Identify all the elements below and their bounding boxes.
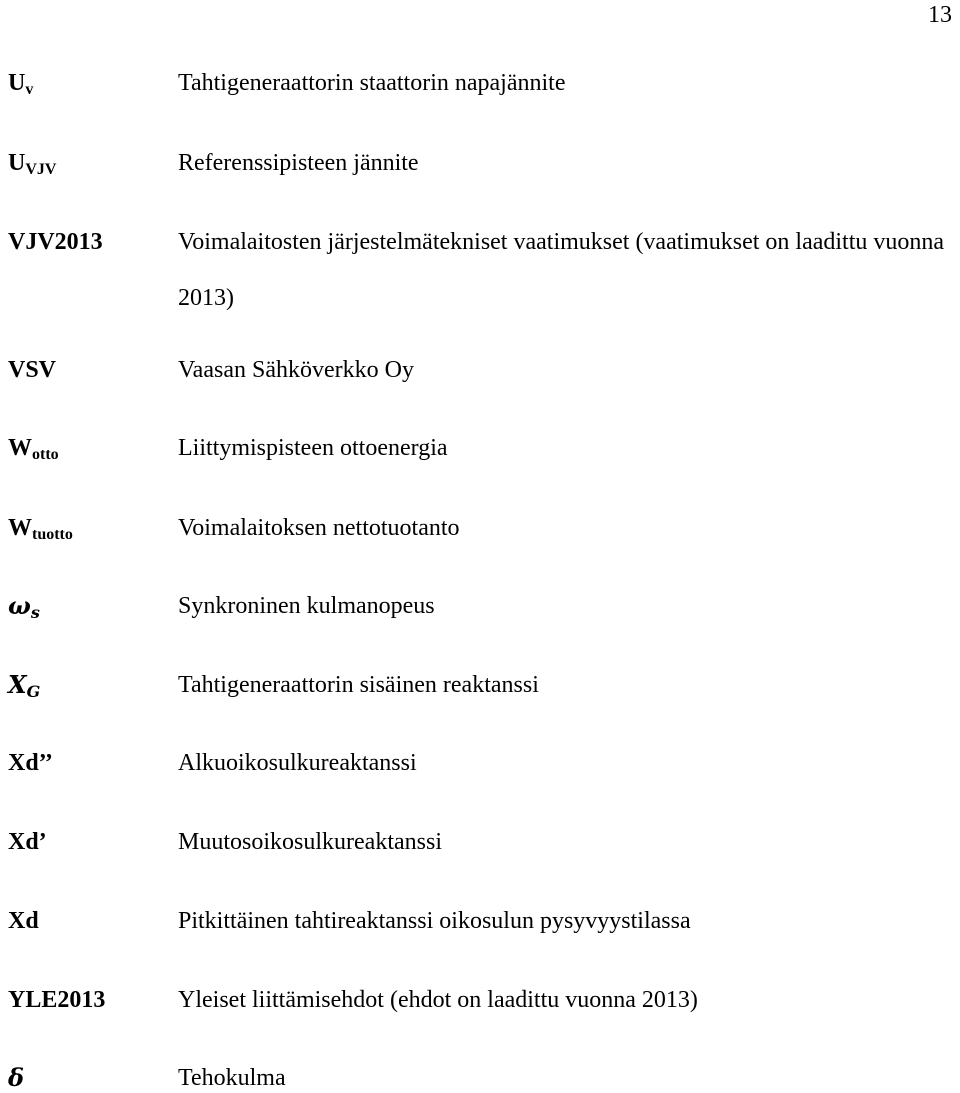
term (8, 670, 40, 700)
term-main: YLE2013 (8, 987, 106, 1013)
definition: Synkroninen kulmanopeus (178, 593, 435, 619)
term (8, 513, 73, 543)
term-main: W (8, 435, 32, 461)
term-main: VJV2013 (8, 229, 103, 255)
term-main: δ (8, 1063, 25, 1092)
term (8, 906, 39, 936)
definition: Vaasan Sähköverkko Oy (178, 357, 414, 383)
term (8, 985, 105, 1015)
term-subscript: otto (32, 446, 59, 463)
definition: Yleiset liittämisehdot (ehdot on laadittu vuonna 2013) (178, 987, 698, 1013)
term (8, 827, 47, 857)
definition: Tahtigeneraattorin sisäinen reaktanssi (178, 672, 539, 698)
term-main: U (8, 150, 26, 176)
term-main: Xd’’ (8, 750, 53, 776)
term-subscript: s (30, 603, 40, 622)
definition: Referenssipisteen jännite (178, 150, 419, 176)
term (8, 748, 53, 778)
definition: Voimalaitoksen nettotuotanto (178, 515, 460, 541)
term-main: U (8, 70, 26, 96)
term-subscript: G (26, 682, 41, 701)
term-main: W (8, 515, 32, 541)
definition: Voimalaitosten järjestelmätekniset vaatimukset (vaatimukset on laadittu vuonna 2013) (178, 229, 945, 311)
term (8, 68, 33, 98)
term (8, 433, 59, 463)
term-main: Xd’ (8, 829, 47, 855)
page-number: 13 (928, 2, 952, 28)
definition: Tehokulma (178, 1065, 286, 1091)
definition: Muutosoikosulkureaktanssi (178, 829, 442, 855)
term (8, 591, 40, 621)
term-subscript: v (25, 81, 34, 98)
term (8, 355, 56, 385)
term-main: Xd (8, 908, 39, 934)
term (8, 148, 56, 178)
term (8, 227, 103, 257)
definition: Pitkittäinen tahtireaktanssi oikosulun pysyvyystilassa (178, 908, 691, 934)
term-subscript: tuotto (32, 526, 73, 543)
definition: Tahtigeneraattorin staattorin napajännite (178, 70, 566, 96)
term-main: ω (8, 591, 31, 620)
definition: Alkuoikosulkureaktanssi (178, 750, 417, 776)
definition: Liittymispisteen ottoenergia (178, 435, 448, 461)
term-subscript: VJV (25, 161, 57, 178)
term-main: X (8, 670, 27, 699)
term-main: VSV (8, 357, 57, 383)
